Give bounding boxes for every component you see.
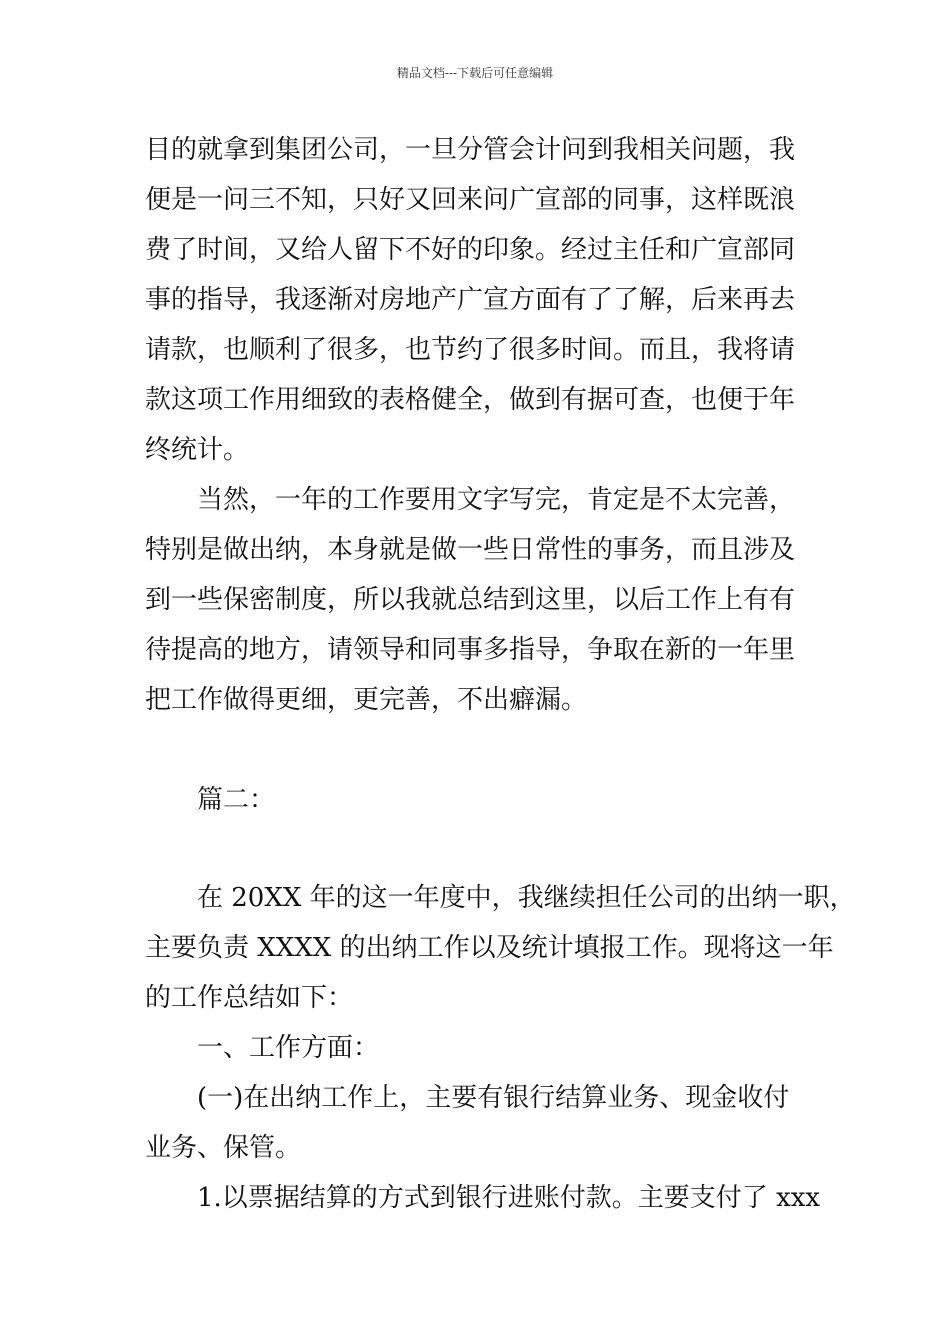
text-line: 待提高的地方，请领导和同事多指导，争取在新的一年里 (145, 635, 796, 665)
paragraph-start: 1.以票据结算的方式到银行进账付款。主要支付了 xxx (197, 1183, 821, 1213)
text-line: 特别是做出纳，本身就是做一些日常性的事务，而且涉及 (145, 535, 796, 565)
section-heading: 篇二： (197, 785, 276, 815)
page-header: 精品文档---下载后可任意编辑 (396, 66, 554, 80)
text-line: 主要负责 XXXX 的出纳工作以及统计填报工作。现将这一年 (145, 933, 834, 963)
text-line: 事的指导，我逐渐对房地产广宣方面有了了解，后来再去 (145, 285, 796, 315)
text-line: 请款，也顺利了很多，也节约了很多时间。而且，我将请 (145, 335, 796, 365)
paragraph-start: 当然，一年的工作要用文字写完，肯定是不太完善， (197, 485, 796, 515)
text-line: 款这项工作用细致的表格健全，做到有据可查，也便于年 (145, 385, 796, 415)
text-line: 业务、保管。 (145, 1133, 302, 1163)
text-line: 到一些保密制度，所以我就总结到这里，以后工作上有有 (145, 585, 796, 615)
text-line: 费了时间，又给人留下不好的印象。经过主任和广宣部同 (145, 235, 796, 265)
text-line: 把工作做得更细，更完善，不出癖漏。 (145, 685, 588, 715)
text-line: 目的就拿到集团公司，一旦分管会计问到我相关问题，我 (145, 135, 796, 165)
paragraph-start: (一)在出纳工作上，主要有银行结算业务、现金收付 (197, 1083, 790, 1113)
text-line: 便是一问三不知，只好又回来问广宣部的同事，这样既浪 (145, 185, 796, 215)
text-line: 终统计。 (145, 435, 250, 465)
subheading: 一、工作方面： (197, 1033, 380, 1063)
paragraph-start: 在 20XX 年的这一年度中，我继续担任公司的出纳一职， (197, 883, 856, 913)
text-line: 的工作总结如下： (145, 983, 354, 1013)
